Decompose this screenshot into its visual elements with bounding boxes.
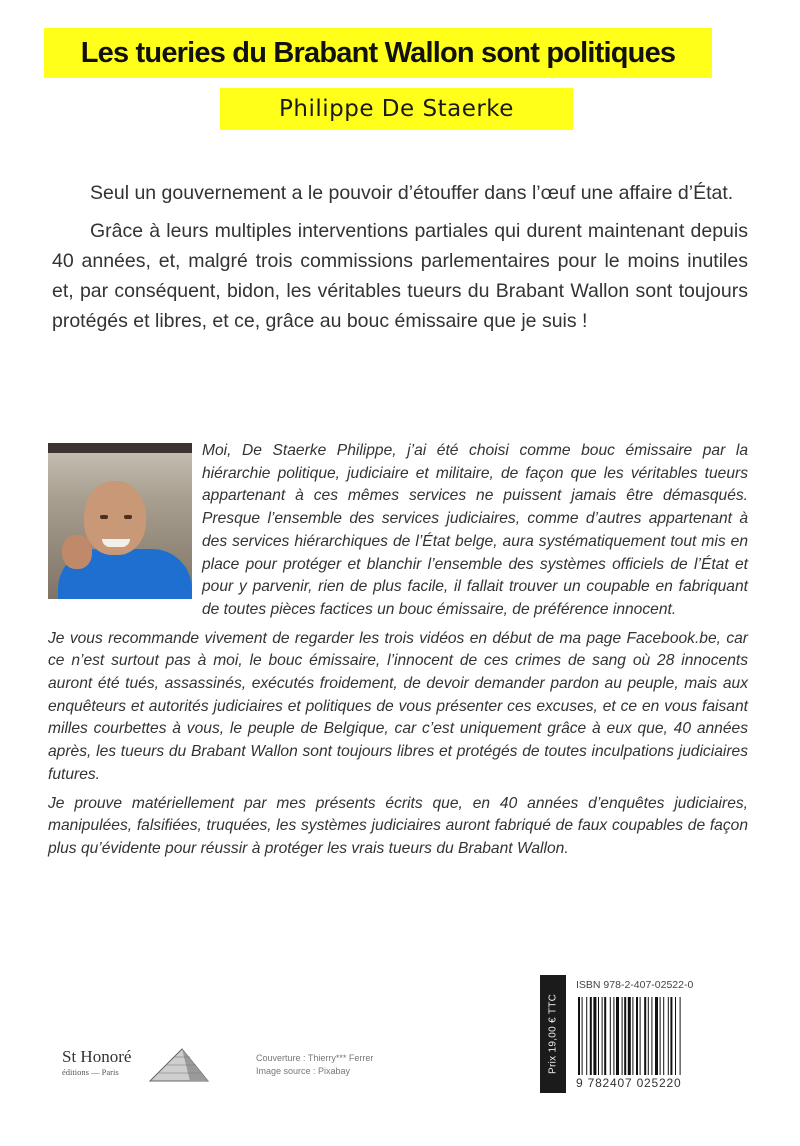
intro-paragraph-1: Seul un gouvernement a le pouvoir d’étouffer dans l’œuf une affaire d’État. — [90, 182, 734, 204]
barcode-block — [540, 975, 740, 1095]
author-name: Philippe De Staerke — [279, 96, 514, 122]
pyramid-icon — [144, 1047, 212, 1083]
cover-credit: Couverture : Thierry*** Ferrer — [256, 1053, 374, 1063]
book-title: Les tueries du Brabant Wallon sont politiques — [80, 37, 676, 69]
cover-credits — [256, 1052, 373, 1078]
publisher-name: St Honoré — [62, 1047, 132, 1066]
price-label: Prix 19,00 € TTC — [540, 975, 566, 1093]
bio-paragraph-3: Je prouve matériellement par mes présents écrits que, en 40 années d’enquêtes judiciaires, manipulées, falsifiées, truquées, les systèmes judiciaires auront fabriqué de faux coupables de façon plus qu’évidente pour réussir à protéger les vrais tueurs du Brabant Wallon. — [48, 794, 748, 857]
image-credit: Image source : Pixabay — [256, 1066, 351, 1076]
intro-text — [52, 178, 748, 344]
bio-paragraph-1: Moi, De Staerke Philippe, j’ai été choisi comme bouc émissaire par la hiérarchie politique, judiciaire et militaire, de façon que les véritables tueurs appartenant à ces mêmes services ne puissent jamais être démasqués. Presque l’ensemble des services judiciaires, comme d’autres appartenant à des services hiérarchiques de l’État belge, aura systématiquement tout mis en place pour protéger et blanchir l’ensemble des systèmes officiels de l’État et pour y parvenir, rien de plus facile, il fallait trouver un coupable en fabriquant de toutes pièces factices un bouc émissaire, de préférence innocent. — [202, 442, 748, 618]
author-bio — [48, 440, 748, 867]
intro-paragraph-2: Grâce à leurs multiples interventions partiales qui durent maintenant depuis 40 années, et, malgré trois commissions parlementaires pour le moins inutiles et, par conséquent, bidon, les véritables tueurs du Brabant Wallon sont toujours protégés et libres, et ce, grâce au bouc émissaire que je suis ! — [52, 220, 748, 332]
ean-number: 9 782407 025220 — [576, 1076, 682, 1090]
publisher-logo — [62, 1047, 212, 1091]
isbn-number: ISBN 978-2-407-02522-0 — [576, 979, 694, 991]
barcode-icon — [576, 997, 740, 1075]
bio-paragraph-2: Je vous recommande vivement de regarder les trois vidéos en début de ma page Facebook.be, car ce n’est surtout pas à moi, le bouc émissaire, l’innocent de ces crimes de sang où 28 innocents auront été tués, assassinés, exécutés froidement, de devoir demander pardon au peuple, mais aux enquêteurs et autorités judiciaires et politiques de vous présenter ces excuses, et ce en vous faisant milles courbettes à vous, le peuple de Belgique, car c’est uniquement grâce à eux que, 40 années après, les tueurs du Brabant Wallon sont toujours libres et protégés de toutes inculpations judiciaires futures. — [48, 629, 748, 783]
publisher-subtitle: éditions — Paris — [62, 1067, 119, 1077]
